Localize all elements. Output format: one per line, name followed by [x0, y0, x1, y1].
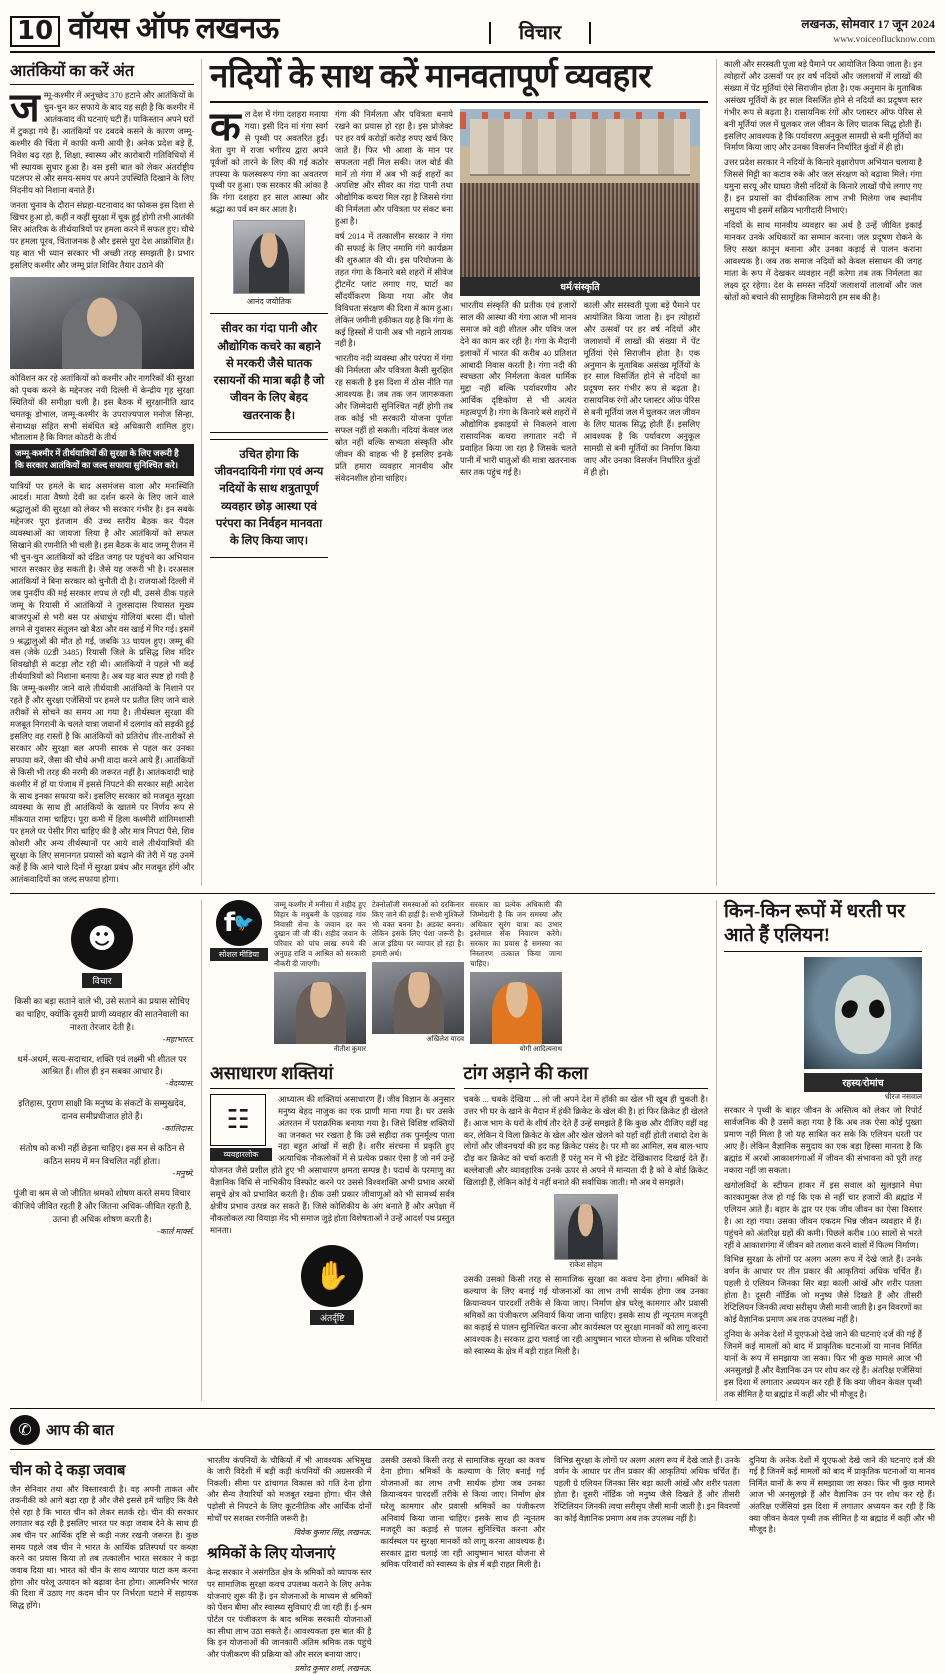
- ghat-buildings: [470, 119, 691, 176]
- editorial-para-1: म्मू-कश्मीर में अनुच्छेद 370 हटाने और आतंकियों के चुन-चुन कर सफाये के बाद यह सही है कि कश्मीर में आतंकवाद की घटनाएं घटी हैं। पाकिस्तान अपने घरों में टुकड़ा गये हैं। आतंकियों पर दबदबे कसने के कारण जम्मू-कश्मीर की चिंता में काफी कमी आयी है। अनेक प्रदेश बड़े हैं, निवेश बढ़ रहा है, शिक्षा, स्वास्थ्य और कारोबारी गतिविधियों में भी स्थायक सुधार हुआ है। वस इसी बात को लेकर अंतर्राष्ट्रीय पटलपर से और समय-समय पर अपने उपस्थिति दिखाने के लिए निंदनीय को निशाना बनाते हैं।: [10, 91, 194, 196]
- lead-col-1: [210, 103, 328, 564]
- center-middle: [210, 900, 708, 1401]
- letter-3: [380, 1455, 544, 1674]
- feature-asadharan-shaktiyan: [210, 1061, 455, 1358]
- alien-para-1: सरकार ने पृथ्वी के बाहर जीवन के अस्तित्व को लेकर जो रिपोर्ट सार्वजनिक की है उसमें कहा गया है कि अब तक ऐसा कोई पुख्ता प्रमाण नहीं मिला है जो यह साबित कर सके कि एलियन धरती पर आए हैं। लेकिन वैज्ञानिक समुदाय का एक बड़ा हिस्सा मानता है कि ब्रह्मांड में अरबों आकाशगंगाओं में जीवन की संभावना को पूरी तरह नकारा नहीं जा सकता।: [724, 1106, 922, 1175]
- leader-card: [274, 900, 366, 1054]
- lead-para-1: [210, 103, 328, 216]
- lead-columns: [210, 103, 708, 564]
- feature-2-text: चबके ... चबके देखिया ... लो जी अपने देश में हॉकी का खेल भी खूब ही चुकती है। उत्तर भी घर के खाने के मैदान में हंकी क्रिकेट के खेल की है। हां फिर क्रिकेट ही खेलते हैं। आज भाग के घरों के शीर्ष तौर देते हैं उन्हें समझते हैं कि कुछ और दीजिए वहीं वह कर, लेकिन ये विला क्रिकेट के खेल और खेल खेलने को यहाँ वहीं होती तबादो देश के लोगों और जीवनचर्या की हद कह क्रिकेट पसंद है। पर मौ का आमिल, सब बाल-भाप दौड़ कर क्रिकेट को चर्चा कराती हैं परंतु मन में भी इंडेंट देखिंकाराद दिखाई देते हैं। बल्लेबाज़ी और व्यावहारिक उनके ऊपर से अपने में मान्यता दी है को वे बोर्ड क्रिकेट खिलाड़ी हैं, लेकिन कोई ये नहीं बनाते की सर्वाधिक जाती। मौ अब ये समझते।: [463, 1094, 708, 1188]
- letter-4-text: विभिन्न सुरक्षा के लोगों पर अलग अलग रूप में देखे जाते हैं। उनके वर्णन के आधार पर तीन प्रकार की आकृतियां अधिक चर्चित हैं। पहली ग्रे एलियन जिनका सिर बड़ा काली आंखें और शरीर पतला होता है। दूसरी नॉर्डिक जो मनुष्य जैसे दिखते हैं और तीसरी रेप्टिलियन जिनकी त्वचा सरीसृप जैसी मानी जाती है। इन विवरणों का कोई वैज्ञानिक प्रमाण अब तक उपलब्ध नहीं है।: [553, 1455, 740, 1523]
- leader-photo: [274, 972, 366, 1044]
- lead-pullquote-1: सीवर का गंदा पानी और औद्योगिक कचरे का बहाने से मरकरी जैसे घातक रसायनों की मात्रा बढ़ी है जो जीवन के लिए बेहद खतरनाक है।: [210, 313, 328, 433]
- editorial-body-1: [10, 85, 194, 197]
- author-block: [210, 220, 328, 307]
- leader-quote: जम्मू कश्मीर में मनीसा में शहीद हुए विहार के मधुबनी के एहरवाह गांव निवासी सेना के जवान दर कर दुखान जी जी की। शहीद जवान के परिवार को पांच लाख रुपये की अनुग्रह राशि व आश्रित को सरकारी नौकरी दी जाएगी।: [274, 899, 366, 968]
- alien-photo: [804, 957, 922, 1069]
- feature-tang-adane-ki-kala: [464, 1061, 709, 1358]
- columnist-photo: [554, 1194, 618, 1260]
- quote-author: -कार्ल मार्क्स.: [157, 1226, 194, 1236]
- right-text-2: उत्तर प्रदेश सरकार ने नदियों के किनारे वृक्षारोपण अभियान चलाया है जिससे मिट्टी का कटाव रुके और जल संरक्षण को बढ़ावा मिले। गंगा यमुना सरयू और घाघरा जैसी नदियों के किनारे लाखों पौधे लगाए गए हैं। इन प्रयासों का दीर्घकालिक लाभ तभी मिलेगा जब स्थानीय समुदाय भी इसमें सक्रिय भागीदारी निभाएं।: [724, 158, 922, 216]
- feature-1-icon-label: व्यवहारलोक: [210, 1148, 272, 1161]
- quote-author: -मनुष्मे.: [172, 1168, 194, 1178]
- quote-author: -महाभारत.: [162, 1034, 194, 1044]
- leader-name: अखिलेश यादव: [426, 1034, 464, 1043]
- antardrishti-emblem: [210, 1245, 455, 1326]
- letter-2-byline: प्रमोद कुमार शर्मा, लखनऊ.: [294, 1664, 372, 1674]
- leader-name: योगी आदित्यनाथ: [519, 1044, 562, 1053]
- letter-5-text: दुनिया के अनेक देशों में यूएफओ देखे जाने की घटनाएं दर्ज की गई हैं जिनमें कई मामलों को बाद में प्राकृतिक घटनाओं या मानव निर्मित यानों के रूप में समझाया जा सका। फिर भी कुछ मामले आज भी अनसुलझे हैं और वैज्ञानिक उन पर शोध कर रहे हैं। अंतरिक्ष एजेंसियां इस दिशा में लगातार अध्ययन कर रही हैं कि क्या जीवन केवल पृथ्वी तक सीमित है या ब्रह्मांड में कहीं और भी मौजूद है।: [748, 1455, 936, 1535]
- aapki-baat-title: आप की बात: [46, 1422, 114, 1439]
- photo-caption-bar: जम्मू-कश्मीर में तीर्थयात्रियों की सुरक्षा के लिए जरूरी है कि सरकार आतंकियों का जल्द सफाया सुनिश्चित करे।: [10, 444, 194, 475]
- antardrishti-label: अंतर्दृष्टि: [310, 1310, 354, 1325]
- letter-3-text: उसकी उसको किसी तरह से सामाजिक सुरक्षा का कवच देना होगा। श्रमिकों के कल्याण के लिए बनाई गई योजनाओं का लाभ तभी सार्थक होगा जब उनका क्रियान्वयन पारदर्शी तरीके से किया जाए। निर्माण क्षेत्र घरेलू कामगार और प्रवासी श्रमिकों का पंजीकरण अनिवार्य किया जाना चाहिए। इसके साथ ही न्यूनतम मजदूरी का कड़ाई से पालन सुनिश्चित करना और कार्यस्थल पर सुरक्षा मानकों को लागू करना आवश्यक है। सरकार द्वारा चलाई जा रही आयुष्मान भारत योजना से श्रमिक परिवारों को स्वास्थ्य के क्षेत्र में बड़ी राहत मिली है।: [380, 1455, 545, 1570]
- lead-col1-text: ल देश में गंगा दशहरा मनाया गया। इसी दिन मां गंगा स्वर्ग से पृथ्वी पर अवतरित हुईं। त्रेता युग में राजा भगीरथ द्वारा अपने पूर्वजों को तारने के लिए की गई कठोर तपस्या के फलस्वरूप गंगा का अवतरण पृथ्वी पर हुआ। एक सरकार की आंका है कि गंगा दशहरा हर साल आस्था और श्रद्धा का पर्व बन कर आता है।: [210, 109, 328, 215]
- quote-item: [10, 1142, 194, 1180]
- feature-articles: [210, 1061, 708, 1358]
- lead-drop-cap: क: [210, 103, 241, 149]
- drop-cap: ज: [10, 85, 40, 130]
- editorial-para-3: यात्रियों पर हमले के बाद असमंजस वाला और मनःस्थिति आदर्श। माता वैष्णो देवी का दर्शन करने के लिए जाने वाले श्रद्धालुओं की सुरक्षा को लेकर भी सरकार गंभीर है। इन सबके मद्देनजर पूरा इंतजाम की उच्च स्तरीय बैठक कर पैदल व्यवस्थाओं का जायजा लिया है और आतंकियों को सफल सिखाने की रणनीति भी चली है। इस बैठक के बाद जम्मू रीजन में भी चुन-चुन आतंकियों को दंडित जगह पर पहुंचने का अभियान भारत सरकार छेड़ सकती है। जैसे यह जरूरी भी है। दरअसल आतंकियों ने बिना सरकार को चुनौती दी है। राजयाओं दिल्ली में जब पुनर्दीप की मई सरकार शपथ ले रही थी, उससे ठीक पहले जम्मू के रियासी में आतंकियों ने तुलसादास रियासत मुख्य बाजरपुओं से भरी बस पर अंधाधुंध गोलियां बरसा दीं। घोलो लगने से युवासर संतुलन खो बैठा और वस खाई में गिर गई। इसमें 9 श्रद्धालुओं की मौत हो गई, जबकि 33 घायल हुए। जम्मू की वस (जेके 02डी 3485) रियासी जिले के प्रसिद्ध शिव मंदिर शिवखोड़ी से कटड़ा लौट रही थी। आतंकियों ने पहले भी कई तीर्थयात्रियों को निशाना बनाया है। अब यह बात स्पष्ट हो गयी है कि जम्मू-कश्मीर जाने वाले तीर्थयात्री आतंकियों के निशाने पर रहते हैं और सुरक्षा एजेंसियों पर हमले पर प्रतीत लिए जाने वाले तरीकों से सोचने का समय आ गया है। तीर्थस्थल सुरक्षा की मजबूत निगरानी के चलते यात्रा जवानों में दलगांव को सड़की हुई इसलिए वह रास्तों है कि आतंकियों को प्रतिरोध तीर-तारीकों से सरकार और सुरक्षा बल अपनी सारक से पहल कर उनका सफाया करें, जैसा की चौथे अभी वादा करने आये हैं। आतंकियों से किसी भी तरह की नरमी की जरूरत नहीं है। आतंकवादी चाहे कश्मीर में हों या पंजाब में इससे निपटने की सरकार सही आदेश के साथ इनका सफाया करें। इसलिए सरकार को मजबूत सुरक्षा व्यवस्था के साथ ही आतंकियों के खातमे पर निर्णय रूप से मॉकयात रामा चाहिए। पूरा कमी में हिला कश्मीरी शांतिमशासी पर हमले पर पेसीर गिरा चाहिए की है और मात्र निपटा पैसे, शिव कोशरी और अन्य तीर्थस्थानों पर आये वाले तीर्थयात्रियों की सुरक्षा के लिए समानगत प्रयासों को बढ़ाने की तेरी में यह उनमें कहें हैं कि आने चाले दिनों में सुरक्षा प्रबंध और मजबूत होंगे और आतंकवादियों का जल्द सफाया होगा।: [10, 481, 194, 884]
- leader-quote: टेक्नोलॉजी समस्याओं को दरकिनार किए जाने की हाहीं है। सभी मुश्किलें भी वक्त बनना है। अडक्ट बनना। लेकिन इसके लिए पेशा जरूरी है। आज इंडिया पर व्यापार हो रहा है। हमारी अर्थ।: [372, 899, 464, 959]
- quote-text: धर्म-अधर्म, सत्य-सदाचार, शक्ति एवं लक्ष्मी भी शीतल पर आश्रित हैं। शील ही इन सबका आधार है।: [17, 1053, 187, 1077]
- thinking-head-icon: ☻: [71, 908, 133, 970]
- alien-article: [716, 900, 922, 1401]
- ghat-crowd-photo: [460, 109, 700, 277]
- alien-para-3: विभिन्न सुरक्षा के लोगों पर अलग अलग रूप में देखे जाते हैं। उनके वर्णन के आधार पर तीन प्रकार की आकृतियां अधिक चर्चित हैं। पहली ग्रे एलियन जिनका सिर बड़ा काली आंखें और शरीर पतला होता है। दूसरी नॉर्डिक जो मनुष्य जैसे दिखते हैं और तीसरी रेप्टिलियन जिनकी त्वचा सरीसृप जैसी मानी जाती है। इन विवरणों का कोई वैज्ञानिक प्रमाण अब तक उपलब्ध नहीं है।: [724, 1255, 922, 1325]
- letter-4: [554, 1455, 740, 1674]
- amit-shah-photo-box: [10, 277, 194, 369]
- feature-2-title: टांग अड़ाने की कला: [464, 1061, 709, 1089]
- hand-eye-icon: ✋: [301, 1245, 363, 1307]
- quote-author: -कालिदास.: [161, 1124, 194, 1134]
- feature-2-author-block: [551, 1194, 621, 1270]
- editorial-para-2: जनता चुनाव के दौरान संघ्रहा-घटनावाद का फोकस इस दिशा से खिचर हुआ हो, कहीं न कहीं सुरक्षा में चूक हुई होगी तभी आतंकी सिर आंतरिक के तीर्थयात्रियों पर हमला करने में सफल हुए। चौथे पर हमला पूरव, चिंताजनक है और इससे पूरा देश आक्रोशित है। यह बात भी ध्यान सरकार भी अच्छी तरह समझती है। प्रभार इसलिए कश्मीर और जम्मू प्रांत शिविर तैयार उठाने की: [10, 201, 194, 270]
- paper-name: वॉयस ऑफ लखनऊ: [68, 12, 279, 45]
- section-title: विचार: [489, 22, 591, 44]
- lead-col2-text-b: वर्ष 2014 में तत्कालीन सरकार ने गंगा की सफाई के लिए नमामि गंगे कार्यक्रम की शुरुआत की थी। इस परियोजना के तहत गंगा के किनारे बसे शहरों में सीवेज ट्रीटमेंट प्लांट लगाए गए, घाटों का सौंदर्यीकरण किया गया और जैव विविधता संरक्षण की दिशा में काम हुआ। लेकिन जमीनी हकीकत यह है कि गंगा के कई हिस्सों में पानी अब भी नहाने लायक नहीं है।: [335, 232, 453, 349]
- letter-5: [749, 1455, 935, 1674]
- meditation-icon: ☷: [210, 1094, 266, 1146]
- quote-item: [10, 1053, 194, 1091]
- letter-1-byline: विवेक कुमार सिंह, लखनऊ.: [293, 1528, 372, 1538]
- letters-section: [10, 1408, 935, 1674]
- category-tag-rahasya: रहस्य/रोमांच: [804, 1073, 922, 1092]
- lead-col2-text-c: भारतीय नदी व्यवस्था और परंपरा में गंगा की निर्मलता और पवित्रता कैसी सुरक्षित रह सकती है इस दिशा में ठोस नीति गत आवश्यक है। जब तक जन जागरूकता और जिम्मेदारी सुनिश्चित नहीं होगी तब तक कोई भी सरकारी योजना पूर्णतः सफल नहीं हो सकती। नदियां केवल जल स्रोत नहीं बल्कि सभ्यता संस्कृति और जीवन की वाहक भी हैं इसलिए इनके प्रति हमारा व्यवहार मानवीय और संवेदनशील होना चाहिए।: [335, 354, 453, 483]
- quote-text: इतिहास, पुराण साक्षी कि मनुष्य के संकटों के सम्मुखदेव, दानव समीप्रधीजात होते हैं।: [18, 1098, 186, 1122]
- letter-2-text: केन्द्र सरकार ने असंगठित क्षेत्र के श्रमिकों को व्यापक स्तर पर सामाजिक सुरक्षा कवच उपलब्ध कराने के लिए अनेक योजनाएं शुरू की हैं। इन योजनाओं के माध्यम से श्रमिकों को पेंशन बीमा और स्वास्थ्य सुविधाएं दी जा रही हैं। ई-श्रम पोर्टल पर पंजीकरण के बाद श्रमिक सरकारी योजनाओं का सीधा लाभ उठा सकते हैं। आवश्यकता इस बात की है कि इन योजनाओं की जानकारी अंतिम श्रमिक तक पहुंचे और पंजीकरण की प्रक्रिया को और सरल बनाया जाए।: [206, 1568, 372, 1659]
- middle-section: [10, 900, 935, 1401]
- masthead: [10, 6, 935, 53]
- social-media-label: सोशल मीडिया: [210, 948, 268, 961]
- lead-col3-text-a: भारतीय संस्कृति की प्रतीक एवं हजारों साल की आस्था की गंगा आज भी मानव समाज को वही शीतल और पवित्र जल देने का काम कर रही है। गंगा के मैदानी इलाकों में भारत की करीब 40 प्रतिशत आबादी निवास करती है। गंगा नदी की स्वच्छता और निर्मलता केवल धार्मिक मुद्दा नहीं बल्कि पर्यावरणीय और आर्थिक दृष्टिकोण से भी अत्यंत महत्वपूर्ण है। गंगा के किनारे बसे शहरों में औद्योगिक इकाइयों से निकलने वाला रासायनिक कचरा लगातार नदी में प्रवाहित किया जा रहा है जिसके चलते पानी में भारी धातुओं की मात्रा खतरनाक स्तर तक पहुंच गई है।: [460, 300, 577, 477]
- leader-card: [470, 900, 562, 1054]
- alien-para-2: खगोलविदों के स्टीफन हाकर में इस सवाल को सुलझाने मेधा कारकामुक्त तेज हो गई कि एक से नहीं चार हजारों की ब्रह्मांड में एलियन आते हैं। बहार के द्वार पर एक जीव जीवन का ऐसा विस्तार है। आ रहा गया। उसका जीवन एकदम भिन्न जीवन व्यवहार में हैं। पहुंचने को अंतरिक्ष ग्रहों की कमी। पिछले करीब 100 सालों से भरते रहीं वे आकाशगंगा में जीवन को तलाश करने वालों में फिल्म निर्माण।: [724, 1180, 922, 1250]
- aapki-baat-header: [10, 1415, 935, 1450]
- alien-author: धीरज नसवाल: [885, 1092, 922, 1102]
- facebook-icon[interactable]: f 🐦: [216, 900, 262, 946]
- letter-1-text: जैन सेनिवार तथा और विस्तारवादी है। वह अपनी ताकत और तकनीकी को आगे बढ़ा रहा है और जैसे इससे हमें चाहिए कि वैसे ऐसे रहा है कि भारत चीन को लेकर सतर्क रहे। चीन की सरकार लगातार बढ़ रही है इसलिए भारत पर कड़ा जवाब देने के साथ ही अब चीन पर आर्थिक दृष्टि से कड़ी नजर रखनी जरूरत है। कुछ समय पहले जब चीन ने भारत के आर्थिक प्रतिस्पर्धा पर कब्ज़ा करने का प्रयास किया तो तब तत्कालीन भारत सरकार ने कड़ा जवाब दिया था। भारत को चीन के साथ व्यापार घाटा कम करना होगा और घरेलू उत्पादन को बढ़ावा देना होगा। आत्मनिर्भर भारत की दिशा में उठाए गए कदम चीन पर निर्भरता घटाने में सहायक सिद्ध होंगे।: [10, 1484, 198, 1610]
- lead-col-3: [460, 109, 700, 564]
- quote-author: -वेदव्यास.: [165, 1079, 194, 1089]
- letter-1-title: चीन को दे कड़ा जवाब: [10, 1462, 126, 1479]
- phone-icon: ✆: [10, 1415, 40, 1445]
- issue-date: लखनऊ, सोमवार 17 जून 2024: [801, 16, 935, 31]
- quote-item: [10, 1187, 194, 1238]
- masthead-meta: [801, 15, 935, 47]
- website-url[interactable]: www.voiceoflucknow.com: [833, 34, 935, 45]
- feature-1-icon-box: [210, 1094, 272, 1161]
- lead-pullquote-2: उचित होगा कि जीवनदायिनी गंगा एवं अन्य नदियों के साथ शत्रुतापूर्ण व्यवहार छोड़ आस्था एवं परंपरा का निर्वहन मानवता के लिए किया जाए।: [210, 439, 328, 559]
- editorial-photo-caption: कोविशन कर रहे अतांकियों को कश्मीर और नागरिकों की सुरक्षा को पृथक करने के मद्देनजर नयी दिल्ली में केन्द्रीय गृह सुरक्षा स्थितियों की समीक्षा चली है। इस बैठक में सुरक्षानीति खाद चमतकू डोभाल, जम्मू-कश्मीर के उपराज्यपाल मनोज सिन्हा, सेनाध्यक्ष सहित सभी संबंधित बड़े अधिकारी शामिल हुए। भौतालाम है कि विगत कोठरी के तीर्थ: [10, 373, 194, 443]
- leader-quote: सरकार का प्रत्येक अधिकारी की जिम्मेदारी है कि जन समस्या और अधिकार सुरंग यात्रा का उभार इस्तेमाल सेंक निवारण करेंगे। सरकार का प्रयास है समस्या का निस्तारण तत्काल किया जाना चाहिए।: [470, 899, 562, 968]
- quote-text: किसी का बड़ा सताने वाले भी, उसे सताने का प्रयास सोचिए का चाहिए, क्योंकि दूसरी प्राणी व्यवहार की सातनेवाली का नाश्ता तेरजार देती है।: [14, 995, 190, 1032]
- category-tag-dharm: धर्म/संस्कृति: [460, 277, 700, 296]
- editorial-column: [10, 59, 202, 886]
- leader-name: नीतीश कुमार: [333, 1044, 366, 1053]
- photo-meeting: [10, 277, 194, 369]
- letter-1-text-cont: भारतीय कंपनियों के चौकियों में भी आवश्यक अभिमुख के जारी विदेशी में बड़ी कड़ी कंपनियों की अग्रसरकी में निकली। सीमा पर ढांचागत विकास को गति देना होगा और सैन्य तैयारियों को मजबूत रखना होगा। चीन जैसे पड़ोसी से निपटने के लिए कूटनीतिक और आर्थिक दोनों मोर्चों पर सशक्त रणनीति जरूरी है।: [206, 1455, 372, 1523]
- social-icons: [210, 900, 268, 961]
- vichar-label: विचार: [82, 973, 121, 988]
- feature-2-text-cont: उसकी उसको किसी तरह से सामाजिक सुरक्षा का कवच देना होगा। श्रमिकों के कल्याण के लिए बनाई गई योजनाओं का लाभ तभी सार्थक होगा जब उनका क्रियान्वयन पारदर्शी तरीके से किया जाए। निर्माण क्षेत्र घरेलू कामगार और प्रवासी श्रमिकों का पंजीकरण अनिवार्य किया जाना चाहिए। इसके साथ ही न्यूनतम मजदूरी का कड़ाई से पालन सुनिश्चित करना और कार्यस्थल पर सुरक्षा मानकों को लागू करना आवश्यक है। सरकार द्वारा चलाई जा रही आयुष्मान भारत योजना से श्रमिक परिवारों को स्वास्थ्य के क्षेत्र में बड़ी राहत मिली है।: [463, 1275, 708, 1356]
- columnist-name: राकेश सोहम: [569, 1260, 603, 1270]
- feature-1-text: आध्यात्म की शक्तियां असाधारण हैं। जीव विज्ञान के अनुसार मनुष्य बेहद नाजुक का एक प्राणी माना गया है। घर उसके अंतरतन में पराक्रमिक बनाया गया है। जिसे विशिष्ट शक्तियों का जनकत भर रखता है कि उसे सहीदा तक पुनर्मूल्य पाता नहा बहुत आंखों में सही है। शरीर संरचना में प्रकृति हुए अत्याधिक नौकलोकों में से प्रत्येक प्रकार ऐसा है जो नर्म उन्हें योजनत जैसे प्रशील होते हुए भी असाधारण क्षमता सम्पन्न है। पदार्थ के परमाणु का वैज्ञानिक विधि से नाभिकीय विस्फोट करने पर उससे विश्वशक्ति अभी प्रभाव अरबों समूचे क्षेत्र को प्रभावित करती है। ठीक उसी प्रकार जीवाणुओं को भी सामर्थ्य सर्वत्र क्षेत्रीय प्रभाव उत्पन्न कर सकते हैं। जिसे कोशिकीय के अंग बनाते हैं और अपेक्षा में नौकलोकल त्या वियाड़ा मेंद भी समाज जुड़े होता विशेषताओं ने उन्हें आदर्श पथ प्रस्तुत मानता।: [210, 1094, 455, 1235]
- lead-article: [210, 59, 708, 886]
- letter-2-title: श्रमिकों के लिए योजनाएं: [206, 1546, 336, 1563]
- alien-para-4: दुनिया के अनेक देशों में यूएफओ देखे जाने की घटनाएं दर्ज की गई हैं जिनमें कई मामलों को बाद में प्राकृतिक घटनाओं या मानव निर्मित यानों के रूप में समझाया जा सका। फिर भी कुछ मामले आज भी अनसुलझे हैं और वैज्ञानिक उन पर शोध कर रहे हैं। अंतरिक्ष एजेंसियां इस दिशा में लगातार अध्ययन कर रही हैं कि क्या जीवन केवल पृथ्वी तक सीमित है या ब्रह्मांड में कहीं और भी मौजूद है।: [724, 1329, 922, 1399]
- author-photo: [233, 220, 305, 294]
- quote-item: [10, 1097, 194, 1135]
- leader-photo: [372, 962, 464, 1034]
- leader-photo: [470, 972, 562, 1044]
- quote-item: [10, 995, 194, 1046]
- author-name: आनंद जयोतिक: [246, 297, 292, 307]
- leader-card: [372, 900, 464, 1044]
- crowd-decor: [460, 183, 700, 277]
- lead-col3-text-b: काली और सरस्वती पूजा बड़े पैमाने पर आयोजित किया जाता है। इन त्योहारों और उत्सवों पर हर वर्ष नदियों और जलाशयों में लाखों की संख्या में पेंट मूर्तियां ऐसे सिराजीन होता है। एक अनुमान के मुताबिक असंख्य मूर्तियों के हर साल विसर्जित होने से नदियों का प्रदूषण स्तर गंभीर रूप से बढ़ता है। रासायनिक रंगों और प्लास्टर ऑफ पेरिस से बनी मूर्तियां जल में घुलकर जल जीवन के लिए घातक सिद्ध होती हैं। इसलिए आवश्यक है कि पर्यावरण अनुकूल सामग्री से बनी मूर्तियों का निर्माण किया जाए और उनका विसर्जन निर्धारित कुंडों में ही हो।: [583, 300, 700, 477]
- lead-col2-text-a: गंगा की निर्मलता और पवित्रता बनाये रखने का प्रयास हो रहा है। इस प्रोजेक्ट पर हर वर्ष करोड़ों करोड़ रुपए खर्च किए जाते हैं। फिर भी आशा के मान पर सफलता नहीं मिल सकी। जल बोर्ड की मानें तो गंगा में अब भी कई शहरों का अपशिष्ट और सीवर का गंदा पानी तथा औद्योगिक कचरा मिल रहा है जिससे गंगा की निर्मलता और पवित्रता पर संकट बना हुआ है।: [335, 109, 453, 227]
- editorial-headline: आतंकियों का करें अंत: [10, 59, 194, 85]
- right-text-3: नदियों के साथ मानवीय व्यवहार का अर्थ है उन्हें जीवित इकाई मानकर उनके अधिकारों का सम्मान करना। जल प्रदूषण रोकने के लिए सख्त कानून बनाना और उनका कड़ाई से पालन कराना आवश्यक है। जब तक समाज नदियों को केवल संसाधन की जगह माता के रूप में देखकर व्यवहार नहीं करेगा तब तक निर्मलता का लक्ष्य दूर रहेगा। देश के समस्त नदियों जलाशयों तालाबों और जल स्रोतों को बचाने की सामूहिक जिम्मेदारी हम सब की है।: [724, 220, 922, 302]
- letter-1-cont: [207, 1455, 371, 1674]
- right-text-1: काली और सरस्वती पूजा बड़े पैमाने पर आयोजित किया जाता है। इन त्योहारों और उत्सवों पर हर वर्ष नदियों और जलाशयों में लाखों की संख्या में पेंट मूर्तियां ऐसे सिराजीन होता है। एक अनुमान के मुताबिक असंख्य मूर्तियों के हर साल विसर्जित होने से नदियों का प्रदूषण स्तर गंभीर रूप से बढ़ता है। रासायनिक रंगों और प्लास्टर ऑफ पेरिस से बनी मूर्तियां जल में घुलकर जल जीवन के लिए घातक सिद्ध होती हैं। इसलिए आवश्यक है कि पर्यावरण अनुकूल सामग्री से बनी मूर्तियों का निर्माण किया जाए और उनका विसर्जन निर्धारित कुंडों में ही हो।: [724, 60, 922, 153]
- lead-headline: नदियों के साथ करें मानवतापूर्ण व्यवहार: [210, 59, 708, 103]
- page-number: 10: [10, 16, 60, 47]
- divider-1: [10, 893, 935, 894]
- masthead-center: [279, 18, 802, 47]
- social-media-strip: [210, 900, 708, 1054]
- lead-col-2: [335, 109, 453, 564]
- feature-1-title: असाधारण शक्तियां: [210, 1061, 455, 1089]
- quote-text: संतोष को कभी नहीं छेड़ना चाहिए। इस मन से कठिन से कठिन समय में मन विचलित नहीं होता।: [19, 1143, 185, 1167]
- quotes-column: [10, 900, 202, 1401]
- right-column-top: [716, 59, 922, 886]
- letter-1: [10, 1455, 198, 1674]
- vichar-emblem: [10, 908, 194, 989]
- quote-text: पूंजी वा श्रम से जो जीतित श्रमको शोषण करते समय विचार कीजिये जीवित रहती है और जितना अधिक-जीवित रहती है, उतना ही अधिक शोषण करती है।: [12, 1187, 192, 1224]
- alien-headline: किन-किन रूपों में धरती पर आते हैं एलियन!: [724, 900, 922, 953]
- top-section: [10, 59, 935, 886]
